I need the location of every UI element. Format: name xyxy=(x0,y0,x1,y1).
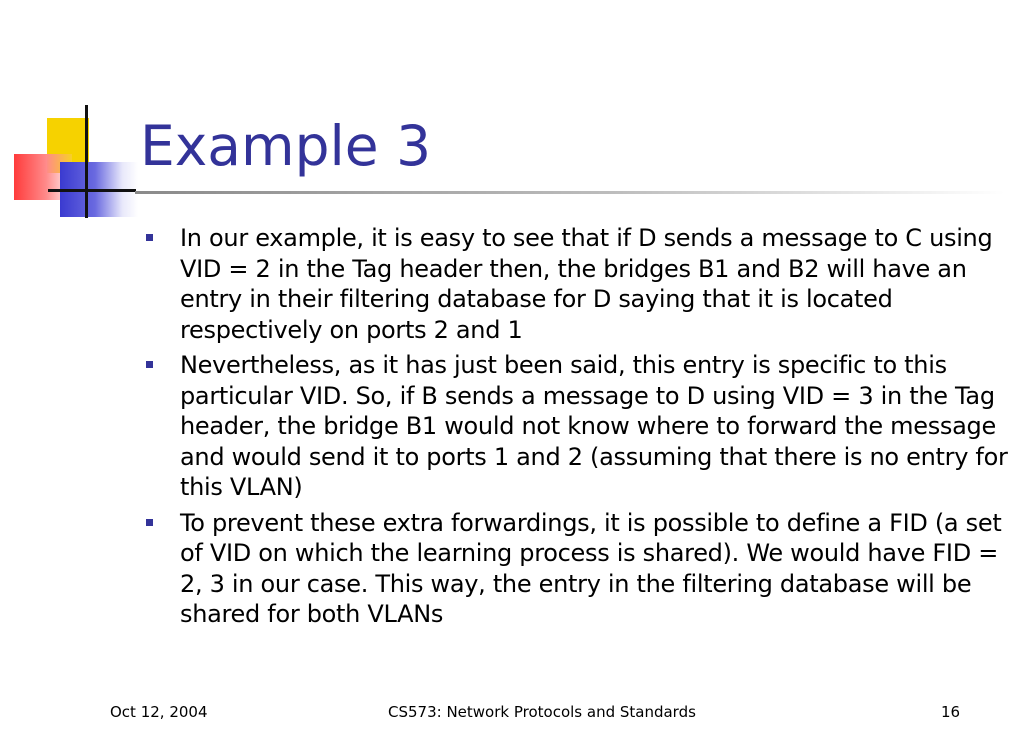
bullet-text: In our example, it is easy to see that if D sends a message to C using VID = 2 in the Tag header then, the bridges B1 and B2 will have an entry in their filtering database for D saying that it is located respectively on ports 2 and 1 xyxy=(180,224,993,344)
bullet-square-icon xyxy=(146,234,153,241)
bullet-item xyxy=(146,508,1016,630)
slide-title: Example 3 xyxy=(140,114,432,178)
bullet-text: To prevent these extra forwardings, it is possible to define a FID (a set of VID on which the learning process is shared). We would have FID = 2, 3 in our case. This way, the entry in the filtering database will be shared for both VLANs xyxy=(180,508,1002,628)
bullet-item xyxy=(146,350,1016,503)
bullet-square-icon xyxy=(146,361,153,368)
bullet-text: Nevertheless, as it has just been said, this entry is specific to this particular VID. So, if B sends a message to D using VID = 3 in the Tag header, the bridge B1 would not know where to forward the message and would send it to ports 1 and 2 (assuming that there is no entry for this VLAN) xyxy=(180,351,1008,501)
footer-course-title: CS573: Network Protocols and Standards xyxy=(388,703,696,721)
slide-decoration-logo xyxy=(0,100,140,225)
decoration-horizontal-line xyxy=(48,189,136,192)
bullet-square-icon xyxy=(146,519,153,526)
title-divider xyxy=(135,191,1005,194)
decoration-vertical-line xyxy=(85,105,88,218)
bullet-item xyxy=(146,223,1016,345)
footer-date: Oct 12, 2004 xyxy=(110,703,208,721)
bullet-list xyxy=(146,223,1016,635)
footer-page-number: 16 xyxy=(941,703,961,721)
